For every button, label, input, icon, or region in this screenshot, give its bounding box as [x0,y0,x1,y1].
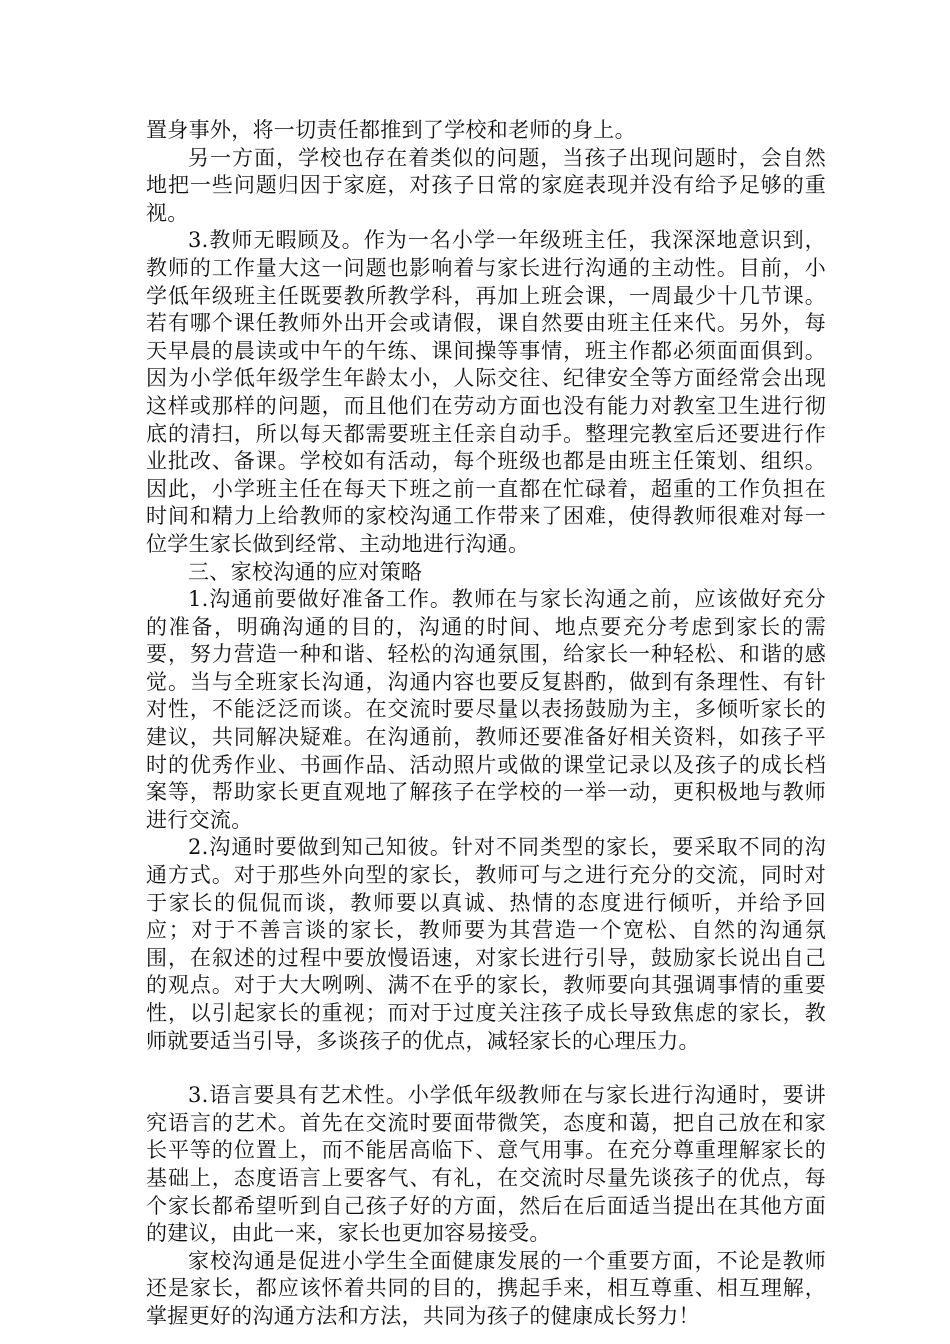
document-page [146,117,826,1331]
paragraph-preparation: 1.沟通前要做好准备工作。教师在与家长沟通之前，应该做好充分的准备，明确沟通的目的，沟通的时间、地点要充分考虑到家长的需要，努力营造一种和谐、轻松的沟通氛围，给家长一种轻松、和谐的感觉。当与全班家长沟通，沟通内容也要反复斟酌，做到有条理性、有针对性，不能泛泛而谈。在交流时要尽量以表扬鼓励为主，多倾听家长的建议，共同解决疑难。在沟通前，教师还要准备好相关资料，如孩子平时的优秀作业、书画作品、活动照片或做的课堂记录以及孩子的成长档案等，帮助家长更直观地了解孩子在学校的一举一动，更积极地与教师进行交流。 [146,587,826,832]
paragraph-know-parents: 2.沟通时要做到知己知彼。针对不同类型的家长，要采取不同的沟通方式。对于那些外向型的家长，教师可与之进行充分的交流，同时对于家长的侃侃而谈，教师要以真诚、热情的态度进行倾听，并给予回应；对于不善言谈的家长，教师要为其营造一个宽松、自然的沟通氛围，在叙述的过程中要放慢语速，对家长进行引导，鼓励家长说出自己的观点。对于大大咧咧、满不在乎的家长，教师要向其强调事情的重要性，以引起家长的重视；而对于过度关注孩子成长导致焦虑的家长，教师就要适当引导，多谈孩子的优点，减轻家长的心理压力。 [146,835,826,1053]
paragraph-language-art: 3.语言要具有艺术性。小学低年级教师在与家长进行沟通时，要讲究语言的艺术。首先在交流时要面带微笑，态度和蔼，把自己放在和家长平等的位置上，而不能居高临下、意气用事。在充分尊重理解家长的基础上，态度语言上要客气、有礼，在交流时尽量先谈孩子的优点，每个家长都希望听到自己孩子好的方面，然后在后面适当提出在其他方面的建议，由此一来，家长也更加容易接受。 [146,1083,826,1246]
paragraph-conclusion: 家校沟通是促进小学生全面健康发展的一个重要方面，不论是教师还是家长，都应该怀着共同的目的，携起手来，相互尊重、相互理解，掌握更好的沟通方法和方法，共同为孩子的健康成长努力！ [146,1248,826,1328]
paragraph-continuation: 置身事外，将一切责任都推到了学校和老师的身上。 [146,118,636,142]
section-heading-strategies: 三、家校沟通的应对策略 [188,559,423,584]
paragraph-spacer [146,1055,826,1082]
paragraph-school-issue: 另一方面，学校也存在着类似的问题，当孩子出现问题时，会自然地把一些问题归因于家庭，对孩子日常的家庭表现并没有给予足够的重视。 [146,145,826,225]
paragraph-teacher-workload: 3.教师无暇顾及。作为一名小学一年级班主任，我深深地意识到，教师的工作量大这一问题也影响着与家长进行沟通的主动性。目前，小学低年级班主任既要教所教学科，再加上班会课，一周最少十几节课。若有哪个课任教师外出开会或请假，课自然要由班主任来代。另外，每天早晨的晨读或中午的午练、课间操等事情，班主作都必须面面俱到。因为小学低年级学生年龄太小，人际交往、纪律安全等方面经常会出现这样或那样的问题，而且他们在劳动方面也没有能力对教室卫生进行彻底的清扫，所以每天都需要班主任亲自动手。整理完教室后还要进行作业批改、备课。学校如有活动，每个班级也都是由班主任策划、组织。因此，小学班主任在每天下班之前一直都在忙碌着，超重的工作负担在时间和精力上给教师的家校沟通工作带来了困难，使得教师很难对每一位学生家长做到经常、主动地进行沟通。 [146,228,826,556]
